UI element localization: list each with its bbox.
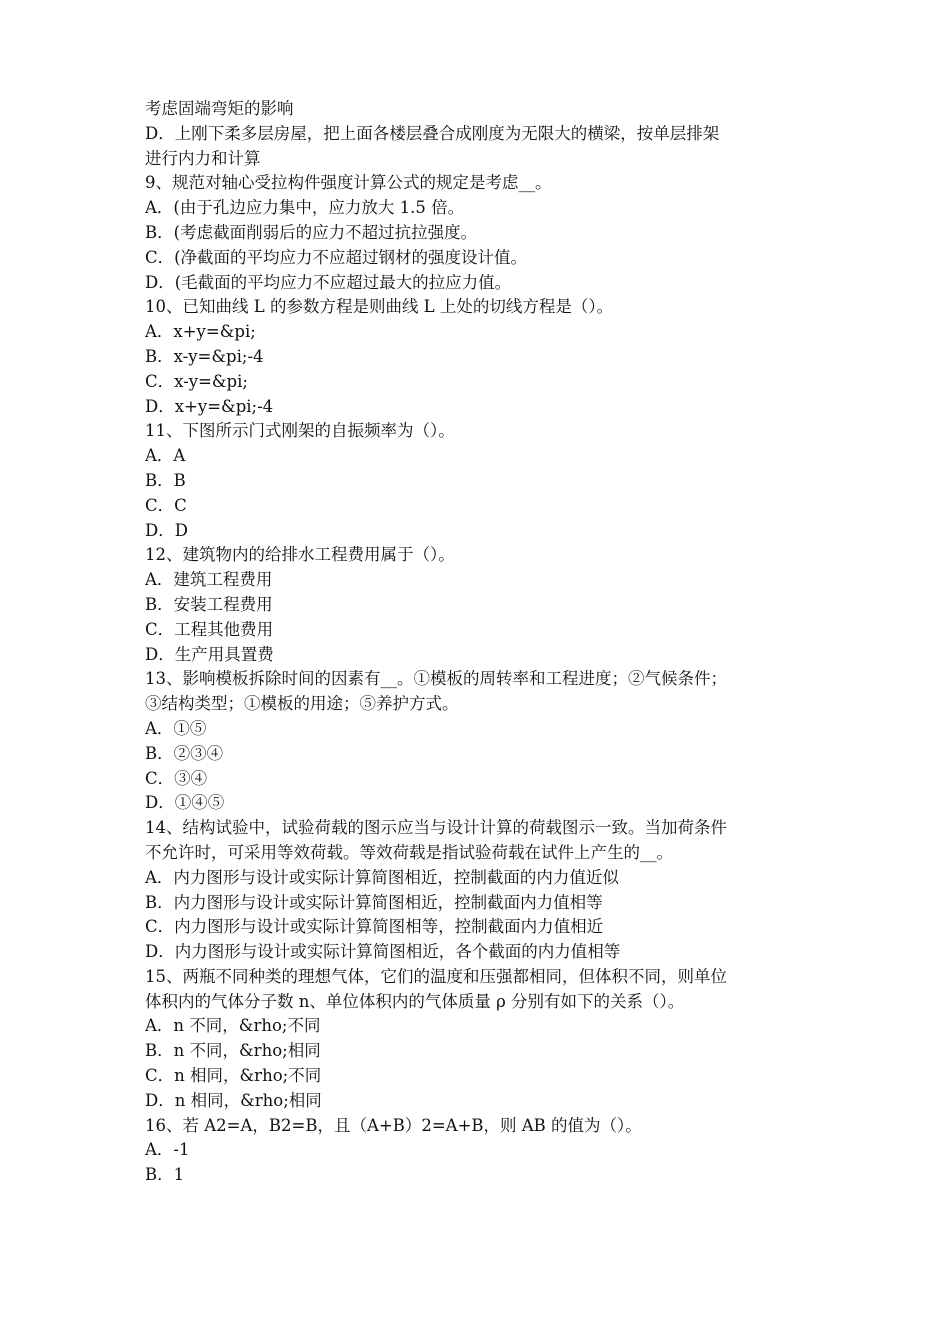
option-line: D．生产用具置费 xyxy=(145,644,274,664)
option-line: D．(毛截面的平均应力不应超过最大的拉应力值。 xyxy=(145,272,512,292)
option-line: B．安装工程费用 xyxy=(145,594,273,614)
option-line: B．②③④ xyxy=(145,743,224,763)
option-line: B．内力图形与设计或实际计算简图相近，控制截面内力值相等 xyxy=(145,892,603,912)
option-line: D．n 相同，&rho;相同 xyxy=(145,1090,322,1110)
option-line: C．工程其他费用 xyxy=(145,619,274,639)
text-line: 体积内的气体分子数 n、单位体积内的气体质量 ρ 分别有如下的关系（）。 xyxy=(145,991,685,1011)
option-line: B．n 不同，&rho;相同 xyxy=(145,1041,321,1061)
option-line: B．1 xyxy=(145,1165,185,1185)
option-line: D．上刚下柔多层房屋，把上面各楼层叠合成刚度为无限大的横梁，按单层排架 xyxy=(145,123,720,143)
question-13: 13、影响模板拆除时间的因素有__。①模板的周转率和工程进度；②气候条件； xyxy=(145,669,727,689)
option-line: A．-1 xyxy=(145,1140,190,1160)
question-12: 12、建筑物内的给排水工程费用属于（）。 xyxy=(145,545,455,565)
option-line: B．(考虑截面削弱后的应力不超过抗拉强度。 xyxy=(145,222,478,242)
option-line: D．x+y=&pi;-4 xyxy=(145,396,274,416)
text-line: ③结构类型；①模板的用途；⑤养护方式。 xyxy=(145,694,459,714)
option-line: A．n 不同，&rho;不同 xyxy=(145,1016,321,1036)
option-line: C．内力图形与设计或实际计算简图相等，控制截面内力值相近 xyxy=(145,917,604,937)
option-line: B．x-y=&pi;-4 xyxy=(145,346,264,366)
option-line: C．(净截面的平均应力不应超过钢材的强度设计值。 xyxy=(145,247,528,267)
option-line: C．x-y=&pi; xyxy=(145,371,248,391)
option-line: D．D xyxy=(145,520,188,540)
option-line: B．B xyxy=(145,470,186,490)
question-10: 10、已知曲线 L 的参数方程是则曲线 L 上处的切线方程是（）。 xyxy=(145,297,614,317)
question-15: 15、两瓶不同种类的理想气体，它们的温度和压强都相同，但体积不同，则单位 xyxy=(145,966,727,986)
option-line: D．内力图形与设计或实际计算简图相近，各个截面的内力值相等 xyxy=(145,942,621,962)
option-line: C．C xyxy=(145,495,187,515)
option-line: A．A xyxy=(145,446,186,466)
option-line: A．x+y=&pi; xyxy=(145,322,256,342)
option-line: A．内力图形与设计或实际计算简图相近，控制截面的内力值近似 xyxy=(145,867,619,887)
document-body xyxy=(145,97,825,1188)
option-line: D．①④⑤ xyxy=(145,793,225,813)
question-14: 14、结构试验中，试验荷载的图示应当与设计计算的荷载图示一致。当加荷条件 xyxy=(145,818,727,838)
text-line: 考虑固端弯矩的影响 xyxy=(145,99,294,118)
option-line: A．①⑤ xyxy=(145,718,207,738)
text-line: 进行内力和计算 xyxy=(145,148,261,168)
question-9: 9、规范对轴心受拉构件强度计算公式的规定是考虑__。 xyxy=(145,173,552,193)
option-line: A．建筑工程费用 xyxy=(145,570,273,590)
option-line: A．(由于孔边应力集中，应力放大 1.5 倍。 xyxy=(145,198,465,218)
text-line: 不允许时，可采用等效荷载。等效荷载是指试验荷载在试件上产生的__。 xyxy=(145,842,673,862)
question-16: 16、若 A2=A，B2=B，且（A+B）2=A+B，则 AB 的值为（）。 xyxy=(145,1115,642,1135)
option-line: C．n 相同，&rho;不同 xyxy=(145,1066,322,1086)
question-11: 11、下图所示门式刚架的自振频率为（）。 xyxy=(145,421,455,441)
option-line: C．③④ xyxy=(145,768,208,788)
